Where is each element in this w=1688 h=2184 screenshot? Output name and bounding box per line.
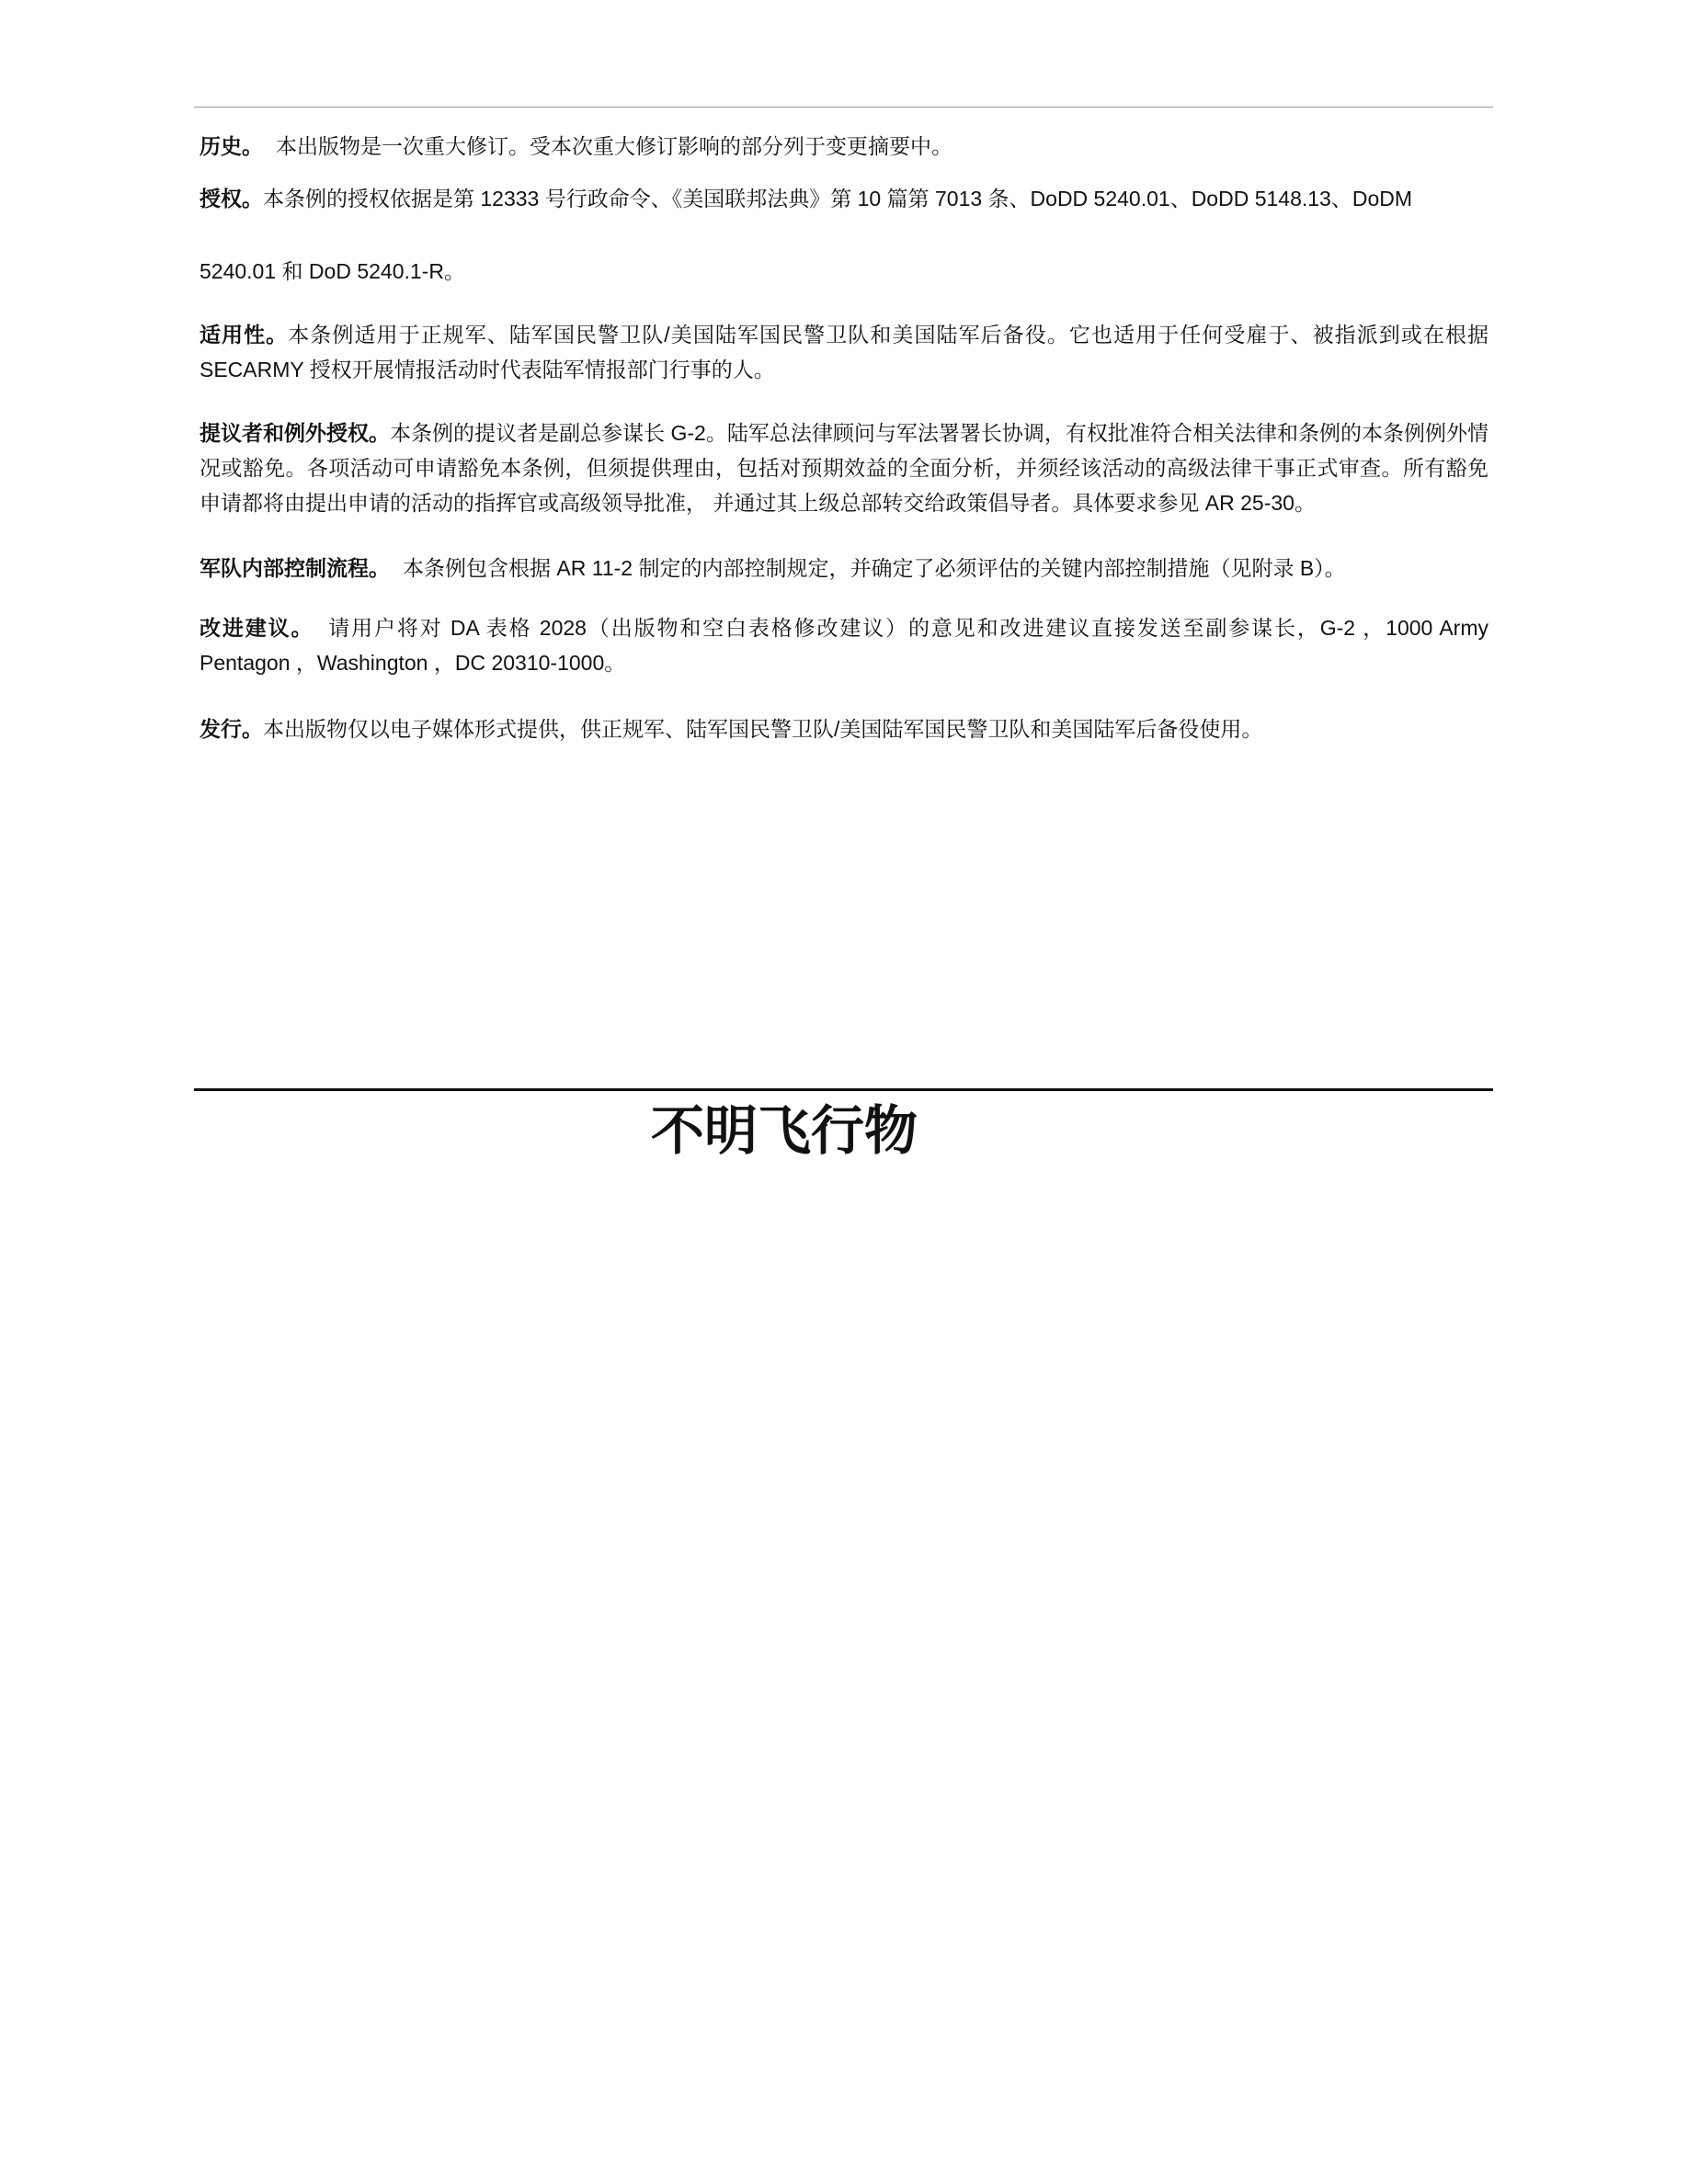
history-text: 本出版物是一次重大修订。受本次重大修订影响的部分列于变更摘要中。 bbox=[276, 134, 952, 158]
improvements-label: 改进建议。 bbox=[200, 616, 314, 640]
authority-text: 本条例的授权依据是第 12333 号行政命令、《美国联邦法典》第 10 篇第 7013 条、DoDD 5240.01、DoDD 5148.13、DoDM bbox=[263, 187, 1413, 210]
proponent-label: 提议者和例外授权。 bbox=[200, 421, 391, 445]
authority-label: 授权。 bbox=[200, 187, 263, 210]
history-label: 历史。 bbox=[200, 134, 263, 158]
distribution-text: 本出版物仅以电子媒体形式提供，供正规军、陆军国民警卫队/美国陆军国民警卫队和美国陆军后备役使用。 bbox=[263, 717, 1263, 741]
proponent-text: 本条例的提议者是副总参谋长 G-2。陆军总法律顾问与军法署署长协调，有权批准符合相关法律和条例的本条例例外情况或豁免。各项活动可申请豁免本条例，但须提供理由，包括对预期效益的全面分析，并须经该活动的高级法律干事正式审查。所有豁免申请都将由提出申请的活动的指挥官或高级领导批准， 并通过其上级总部转交给政策倡导者。具体要求参见 AR 25-30。 bbox=[200, 421, 1489, 515]
authority-paragraph-continued bbox=[200, 254, 1488, 289]
applicability-paragraph bbox=[200, 317, 1488, 387]
history-paragraph bbox=[200, 129, 1488, 164]
internal-control-label: 军队内部控制流程。 bbox=[200, 556, 390, 580]
applicability-label: 适用性。 bbox=[200, 323, 289, 347]
authority-text-continued: 5240.01 和 DoD 5240.1-R。 bbox=[200, 259, 465, 283]
internal-control-text: 本条例包含根据 AR 11-2 制定的内部控制规定，并确定了必须评估的关键内部控制措施（见附录 B）。 bbox=[403, 556, 1346, 580]
proponent-paragraph bbox=[200, 415, 1488, 520]
page-title: 不明飞行物 bbox=[650, 1101, 918, 1161]
top-divider bbox=[194, 107, 1493, 108]
title-divider bbox=[194, 1088, 1493, 1091]
authority-paragraph bbox=[200, 181, 1488, 216]
improvements-text: 请用户将对 DA 表格 2028（出版物和空白表格修改建议）的意见和改进建议直接发送至副参谋长，G-2 ，1000 Army Pentagon ，Washington ，DC 20310-1000。 bbox=[200, 616, 1488, 675]
applicability-text: 本条例适用于正规军、陆军国民警卫队/美国陆军国民警卫队和美国陆军后备役。它也适用于任何受雇于、被指派到或在根据 SECARMY 授权开展情报活动时代表陆军情报部门行事的人。 bbox=[200, 323, 1489, 381]
distribution-label: 发行。 bbox=[200, 717, 263, 741]
improvements-paragraph bbox=[200, 610, 1488, 680]
distribution-paragraph bbox=[200, 711, 1488, 746]
internal-control-paragraph bbox=[200, 551, 1488, 586]
